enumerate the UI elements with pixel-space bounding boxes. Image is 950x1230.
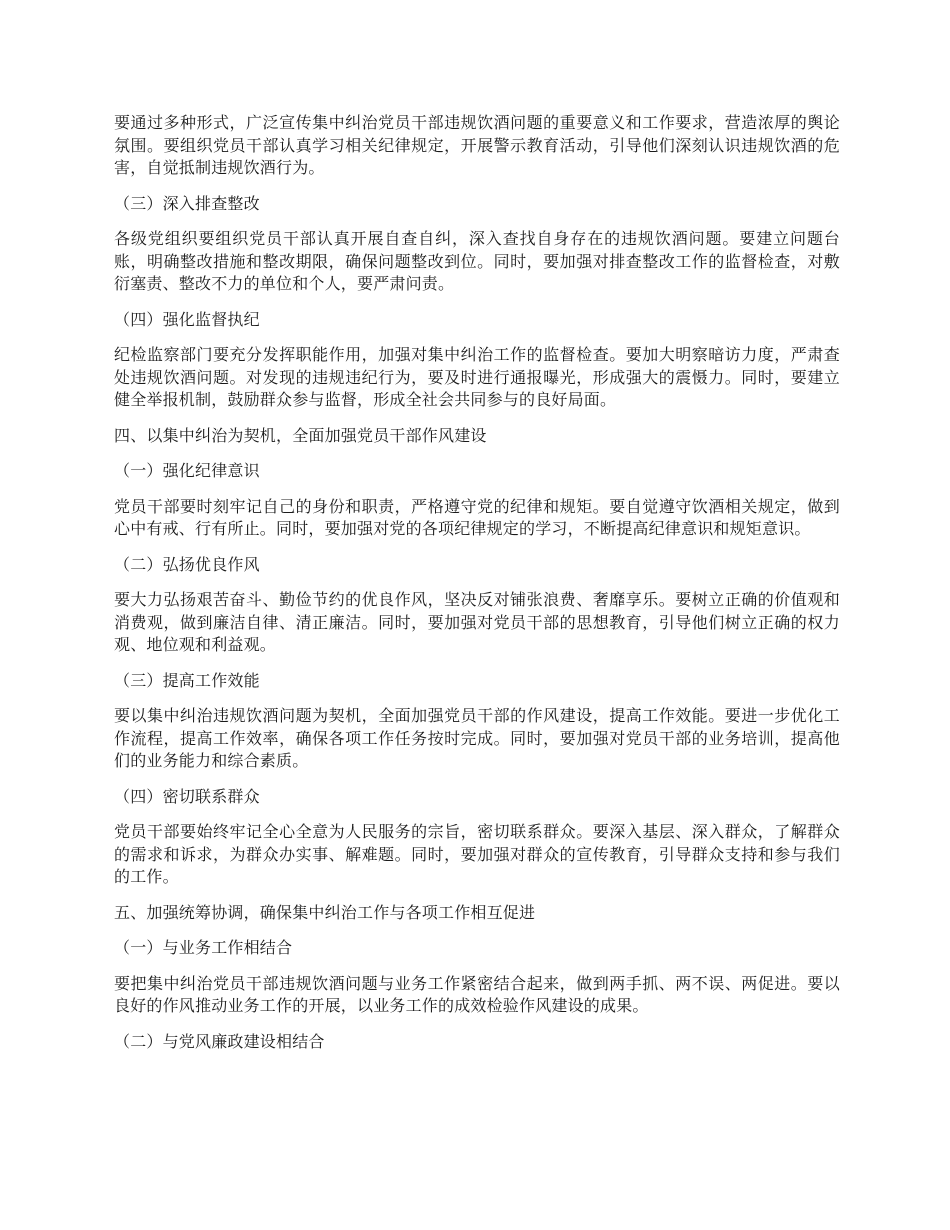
paragraph-investigate-rectify: 各级党组织要组织党员干部认真开展自查自纠，深入查找自身存在的违规饮酒问题。要建立问题台账，明确整改措施和整改期限，确保问题整改到位。同时，要加强对排查整改工作的监督检查，对敷衍塞责、整改不力的单位和个人，要严肃问责。 — [114, 229, 840, 293]
heading-efficiency: （三）提高工作效能 — [114, 670, 260, 690]
paragraph-business-work: 要把集中纠治党员干部违规饮酒问题与业务工作紧密结合起来，做到两手抓、两不误、两促进。要以良好的作风推动业务工作的开展，以业务工作的成效检验作风建设的成果。 — [114, 973, 840, 1015]
heading-integrity-building: （二）与党风廉政建设相结合 — [114, 1031, 325, 1051]
section-heading-four: 四、以集中纠治为契机，全面加强党员干部作风建设 — [114, 425, 487, 445]
document-page — [114, 112, 840, 1066]
section-heading-five: 五、加强统筹协调，确保集中纠治工作与各项工作相互促进 — [114, 902, 536, 922]
heading-contact-masses: （四）密切联系群众 — [114, 786, 260, 806]
paragraph-good-style: 要大力弘扬艰苦奋斗、勤俭节约的优良作风，坚决反对铺张浪费、奢靡享乐。要树立正确的价值观和消费观，做到廉洁自律、清正廉洁。同时，要加强对党员干部的思想教育，引导他们树立正确的权力观、地位观和利益观。 — [114, 590, 840, 654]
paragraph-contact-masses: 党员干部要始终牢记全心全意为人民服务的宗旨，密切联系群众。要深入基层、深入群众，了解群众的需求和诉求，为群众办实事、解难题。同时，要加强对群众的宣传教育，引导群众支持和参与我们的工作。 — [114, 822, 840, 886]
heading-business-work: （一）与业务工作相结合 — [114, 938, 293, 957]
paragraph-supervision: 纪检监察部门要充分发挥职能作用，加强对集中纠治工作的监督检查。要加大明察暗访力度，严肃查处违规饮酒问题。对发现的违规违纪行为，要及时进行通报曝光，形成强大的震慑力。同时，要建立健全举报机制，鼓励群众参与监督，形成全社会共同参与的良好局面。 — [114, 345, 840, 409]
heading-discipline-awareness: （一）强化纪律意识 — [114, 461, 260, 480]
heading-investigate-rectify: （三）深入排查整改 — [114, 193, 260, 213]
paragraph-publicity: 要通过多种形式，广泛宣传集中纠治党员干部违规饮酒问题的重要意义和工作要求，营造浓厚的舆论氛围。要组织党员干部认真学习相关纪律规定，开展警示教育活动，引导他们深刻认识违规饮酒的危害，自觉抵制违规饮酒行为。 — [114, 113, 840, 177]
heading-supervision: （四）强化监督执纪 — [114, 309, 260, 329]
heading-good-style: （二）弘扬优良作风 — [114, 554, 260, 574]
paragraph-efficiency: 要以集中纠治违规饮酒问题为契机，全面加强党员干部的作风建设，提高工作效能。要进一步优化工作流程，提高工作效率，确保各项工作任务按时完成。同时，要加强对党员干部的业务培训，提高他们的业务能力和综合素质。 — [114, 706, 840, 770]
paragraph-discipline-awareness: 党员干部要时刻牢记自己的身份和职责，严格遵守党的纪律和规矩。要自觉遵守饮酒相关规定，做到心中有戒、行有所止。同时，要加强对党的各项纪律规定的学习，不断提高纪律意识和规矩意识。 — [114, 496, 840, 538]
